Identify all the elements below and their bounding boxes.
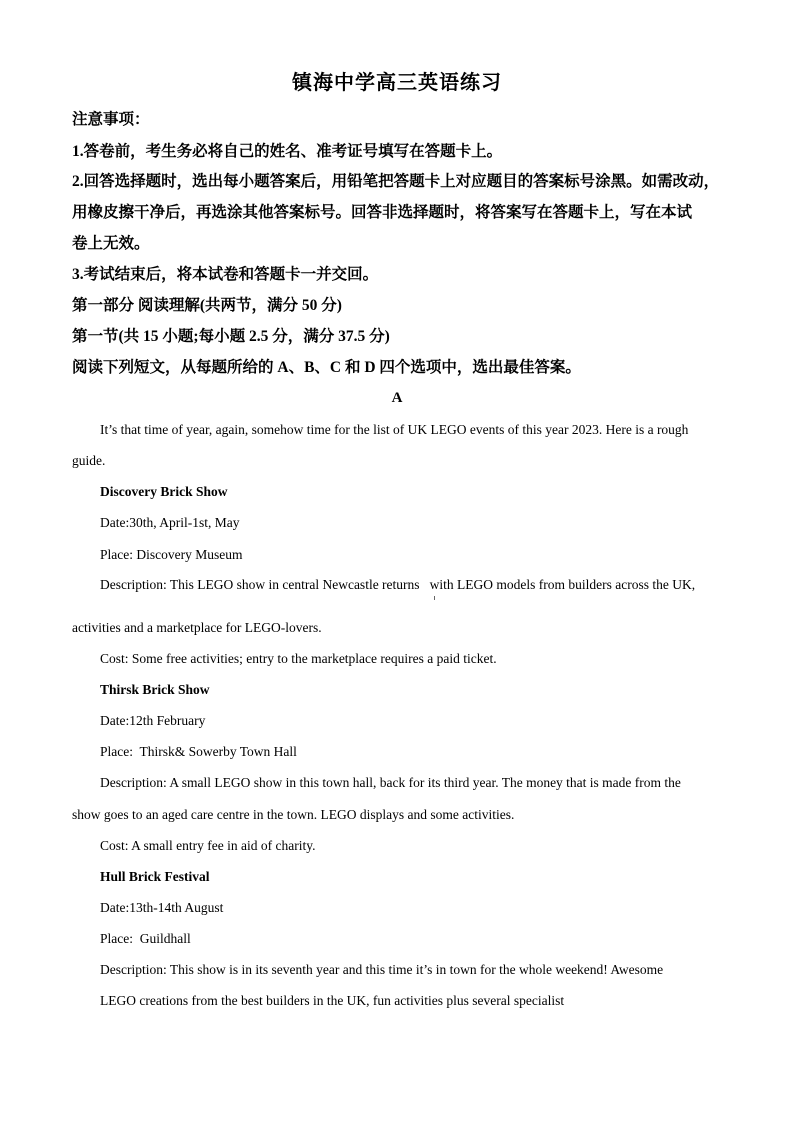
notice-item-2-line-3: 卷上无效。 [72, 235, 150, 252]
event-cost: Cost: A small entry fee in aid of charity. [100, 838, 316, 853]
event-description-line-1: Description: This show is in its seventh year and this time it’s in town for the whole weekend! Awesome [100, 962, 664, 977]
event-name: Hull Brick Festival [100, 869, 210, 884]
event-date: Date:30th, April-1st, May [100, 515, 240, 530]
section-one-heading: 第一节(共 15 小题;每小题 2.5 分，满分 37.5 分) [72, 328, 390, 345]
event-date: Date:12th February [100, 713, 206, 728]
event-name: Discovery Brick Show [100, 484, 228, 499]
instruction: 阅读下列短文，从每题所给的 A、B、C 和 D 四个选项中，选出最佳答案。 [72, 359, 581, 376]
page-title: 镇海中学高三英语练习 [292, 72, 502, 94]
part-one-heading: 第一部分 阅读理解(共两节，满分 50 分) [72, 297, 342, 314]
notice-item-2-line-2: 用橡皮擦干净后，再选涂其他答案标号。回答非选择题时，将答案写在答题卡上，写在本试 [72, 204, 693, 221]
passage-label: A [391, 390, 403, 406]
event-description-line-1: Description: A small LEGO show in this town hall, back for its third year. The money that is made from the [100, 775, 681, 790]
intro-line-1: It’s that time of year, again, somehow time for the list of UK LEGO events of this year 2023. Here is a rough [100, 422, 689, 437]
event-description-line-2: activities and a marketplace for LEGO-lovers. [72, 620, 322, 635]
text-mark [434, 596, 435, 600]
event-place: Place: Thirsk& Sowerby Town Hall [100, 744, 297, 759]
event-description-line-1: Description: This LEGO show in central Newcastle returns with LEGO models from builders across the UK, [100, 577, 696, 592]
event-place: Place: Discovery Museum [100, 547, 243, 562]
notice-heading: 注意事项： [72, 111, 150, 128]
notice-item-1: 1.答卷前，考生务必将自己的姓名、准考证号填写在答题卡上。 [72, 143, 503, 160]
notice-item-2-line-1: 2.回答选择题时，选出每小题答案后，用铅笔把答题卡上对应题目的答案标号涂黑。如需改动， [72, 173, 720, 190]
event-date: Date:13th-14th August [100, 900, 224, 915]
event-description-line-2: LEGO creations from the best builders in the UK, fun activities plus several specialist [100, 993, 565, 1008]
intro-line-2: guide. [72, 453, 106, 468]
event-name: Thirsk Brick Show [100, 682, 210, 697]
event-place: Place: Guildhall [100, 931, 191, 946]
event-description-line-2: show goes to an aged care centre in the town. LEGO displays and some activities. [72, 807, 515, 822]
event-cost: Cost: Some free activities; entry to the marketplace requires a paid ticket. [100, 651, 497, 666]
notice-item-3: 3.考试结束后，将本试卷和答题卡一并交回。 [72, 266, 379, 283]
